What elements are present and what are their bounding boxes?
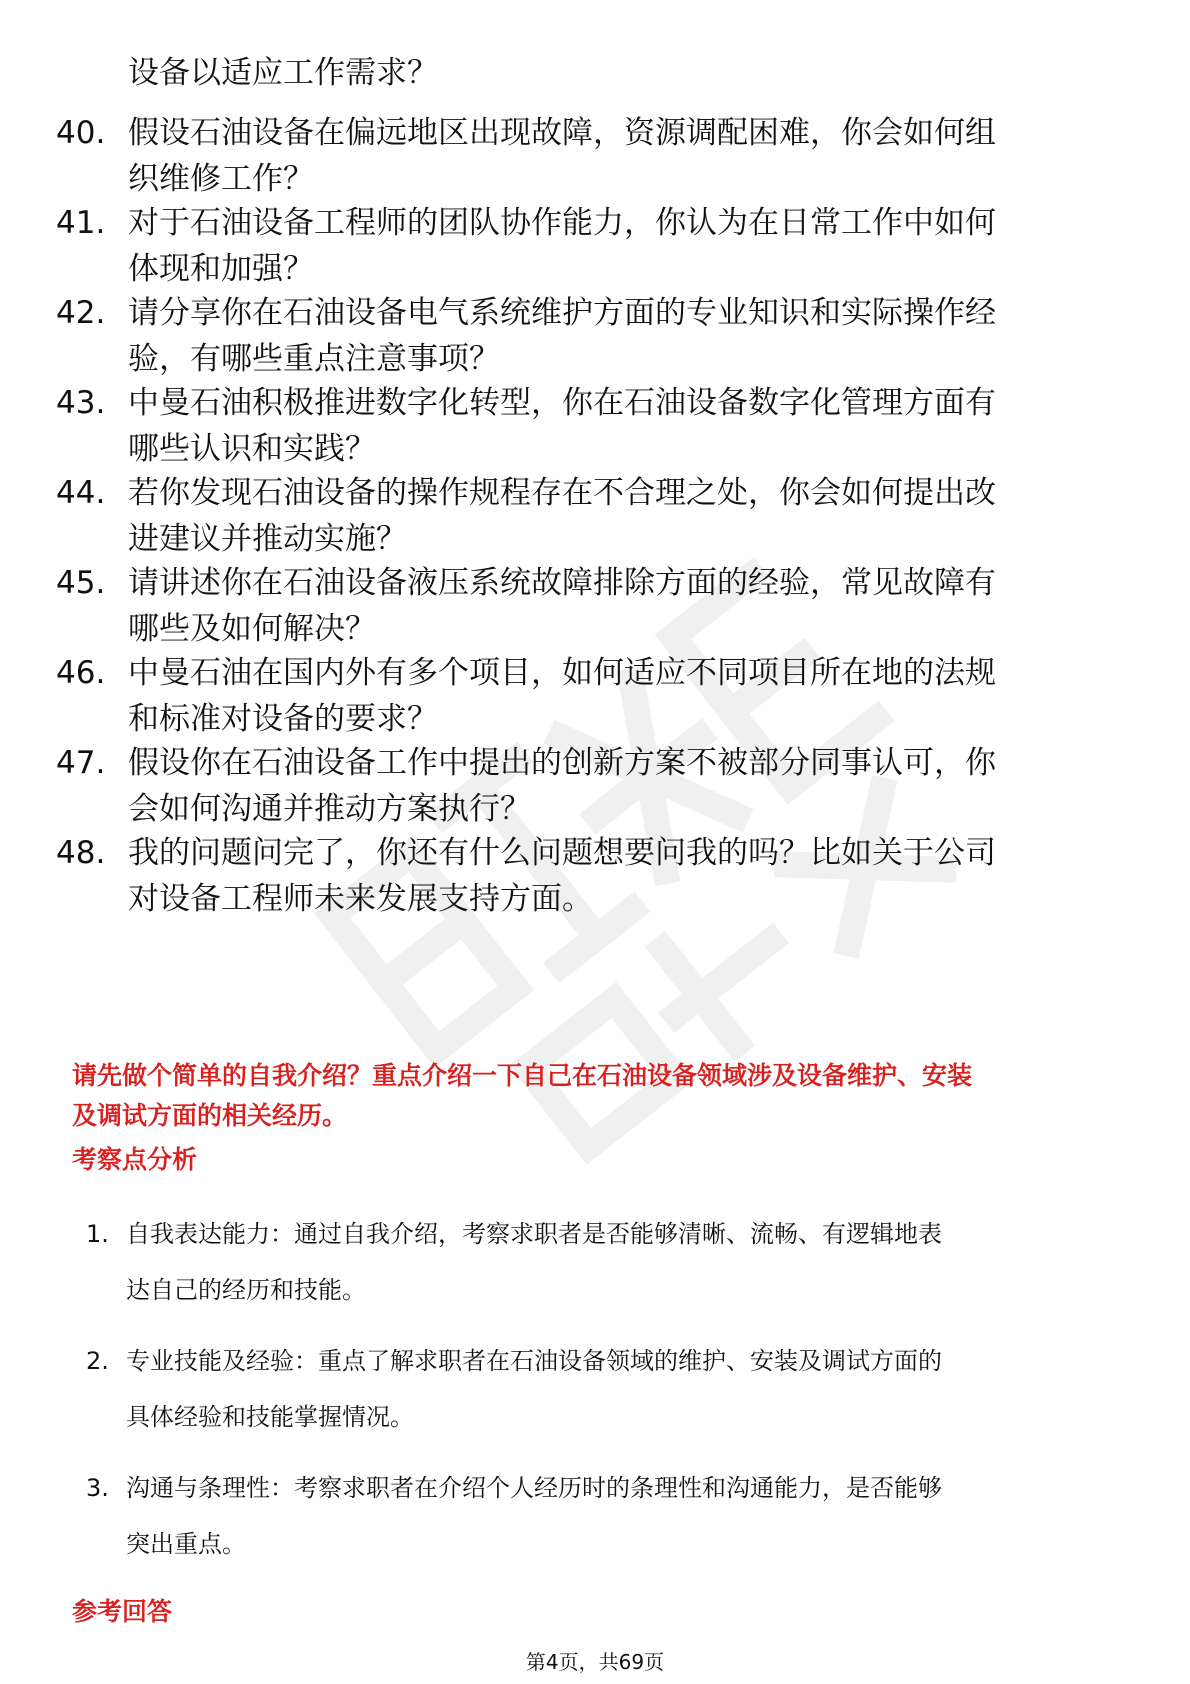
highlight-question-line: 及调试方面的相关经历。 (72, 1101, 348, 1130)
question-number: 40. (56, 115, 106, 151)
question-number: 44. (56, 475, 106, 511)
analysis-text (126, 1333, 1126, 1445)
question-line: 对于石油设备工程师的团队协作能力，你认为在日常工作中如何 (128, 205, 996, 241)
question-number: 46. (56, 655, 106, 691)
question-line: 中曼石油积极推进数字化转型，你在石油设备数字化管理方面有 (128, 385, 996, 421)
question-line: 若你发现石油设备的操作规程存在不合理之处，你会如何提出改 (128, 475, 996, 511)
question-text (128, 290, 1128, 382)
analysis-text (126, 1206, 1126, 1318)
question-line: 请分享你在石油设备电气系统维护方面的专业知识和实际操作经 (128, 295, 996, 331)
highlight-question-line: 请先做个简单的自我介绍？重点介绍一下自己在石油设备领域涉及设备维护、安装 (72, 1061, 973, 1090)
question-line: 请讲述你在石油设备液压系统故障排除方面的经验，常见故障有 (128, 565, 996, 601)
highlight-question (72, 1056, 1132, 1136)
question-line: 验，有哪些重点注意事项？ (128, 341, 500, 377)
question-number: 48. (56, 835, 106, 871)
question-line: 假设石油设备在偏远地区出现故障，资源调配困难，你会如何组 (128, 115, 996, 151)
question-text (128, 110, 1128, 202)
question-text (128, 740, 1128, 832)
question-line: 进建议并推动实施？ (128, 521, 407, 557)
question-line: 对设备工程师未来发展支持方面。 (128, 881, 593, 917)
analysis-line: 专业技能及经验：重点了解求职者在石油设备领域的维护、安装及调试方面的 (126, 1347, 942, 1375)
question-number: 42. (56, 295, 106, 331)
question-number: 41. (56, 205, 106, 241)
question-number: 47. (56, 745, 106, 781)
question-text (128, 470, 1128, 562)
question-number: 45. (56, 565, 106, 601)
question-text (128, 650, 1128, 742)
question-line: 哪些认识和实践？ (128, 431, 376, 467)
question-line: 哪些及如何解决？ (128, 611, 376, 647)
analysis-number: 2. (86, 1347, 109, 1375)
analysis-line: 具体经验和技能掌握情况。 (126, 1403, 414, 1431)
question-line: 中曼石油在国内外有多个项目，如何适应不同项目所在地的法规 (128, 655, 996, 691)
question-text (128, 200, 1128, 292)
analysis-line: 达自己的经历和技能。 (126, 1276, 366, 1304)
question-line: 会如何沟通并推动方案执行？ (128, 791, 531, 827)
analysis-heading: 考察点分析 (72, 1145, 198, 1174)
question-line: 我的问题问完了，你还有什么问题想要问我的吗？比如关于公司 (128, 835, 996, 871)
analysis-number: 1. (86, 1220, 109, 1248)
analysis-line: 沟通与条理性：考察求职者在介绍个人经历时的条理性和沟通能力，是否能够 (126, 1474, 942, 1502)
question-number: 43. (56, 385, 106, 421)
question-line: 和标准对设备的要求？ (128, 701, 438, 737)
question-line: 假设你在石油设备工作中提出的创新方案不被部分同事认可，你 (128, 745, 996, 781)
page-footer: 第4页，共69页 (525, 1650, 665, 1674)
question-line: 体现和加强？ (128, 251, 314, 287)
question-continuation: 设备以适应工作需求？ (128, 55, 438, 91)
question-line: 织维修工作？ (128, 161, 314, 197)
question-text (128, 830, 1128, 922)
analysis-text (126, 1460, 1126, 1572)
analysis-line: 自我表达能力：通过自我介绍，考察求职者是否能够清晰、流畅、有逻辑地表 (126, 1220, 942, 1248)
analysis-number: 3. (86, 1474, 109, 1502)
question-text (128, 560, 1128, 652)
question-text (128, 380, 1128, 472)
analysis-line: 突出重点。 (126, 1530, 246, 1558)
reference-heading: 参考回答 (72, 1597, 173, 1626)
